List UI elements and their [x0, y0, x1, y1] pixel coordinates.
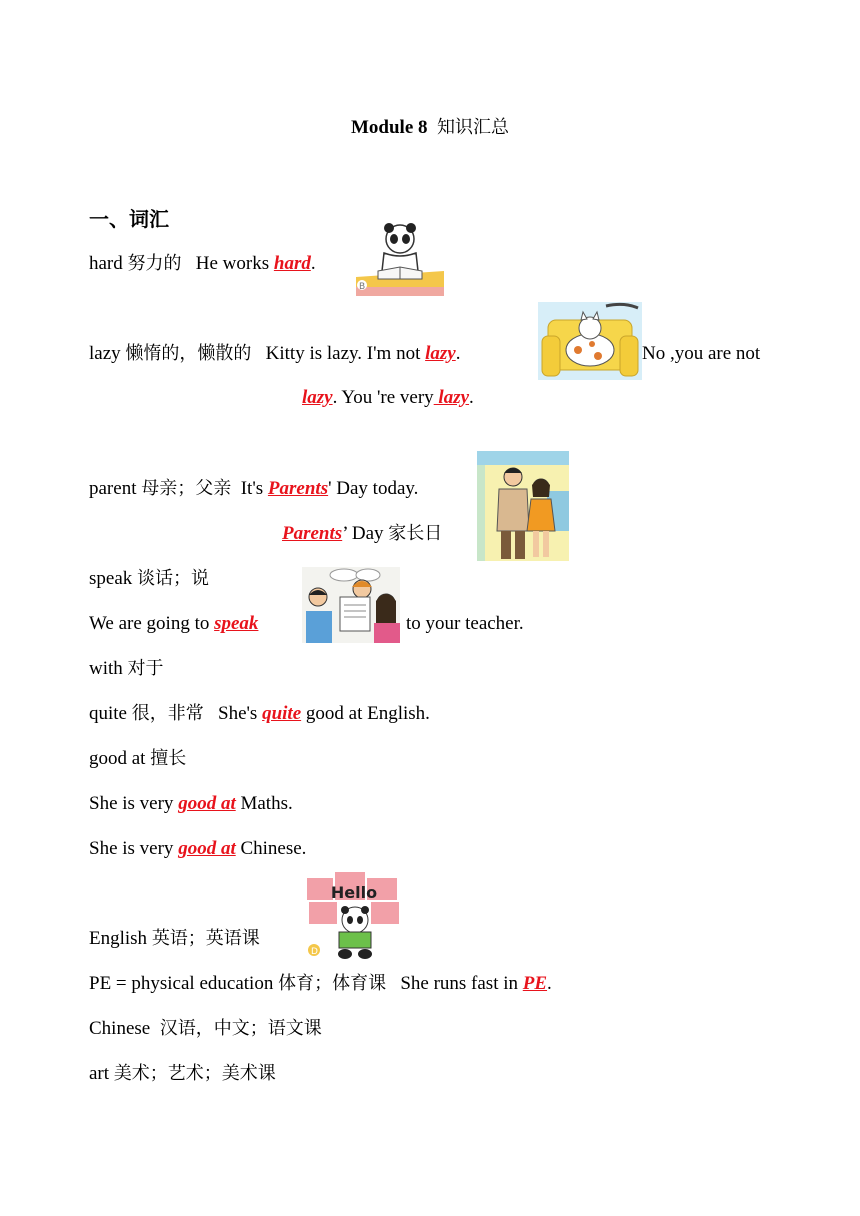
- speaking-teacher-image: [302, 567, 400, 643]
- lazy-reply-text: No ,you are not: [642, 343, 761, 364]
- vocab-art: art 美术；艺术；美术课: [89, 1063, 276, 1084]
- svg-text:Hello: Hello: [330, 883, 378, 902]
- page-title: Module 8 知识汇总: [350, 117, 510, 138]
- vocab-parent: parent 母亲；父亲 It's Parents' Day today.: [89, 478, 419, 499]
- good-at-chinese-example: She is very good at Chinese.: [89, 838, 307, 859]
- good-at-maths-example: She is very good at Maths.: [89, 793, 293, 814]
- svg-text:D: D: [311, 947, 318, 957]
- vocab-pe: PE = physical education 体育；体育课 She runs fast in PE.: [89, 973, 552, 994]
- speak-example-tail: to your teacher.: [406, 613, 524, 634]
- speak-example: We are going to speak: [89, 613, 259, 634]
- vocab-quite: quite 很，非常 She's quite good at English.: [89, 703, 430, 724]
- vocab-good-at: good at 擅长: [89, 748, 187, 769]
- parents-image: [477, 451, 569, 561]
- vocab-speak: speak 谈话；说: [89, 568, 210, 589]
- vocab-with: with 对于: [89, 658, 164, 679]
- lazy-cat-image: [538, 302, 642, 380]
- panda-hello-image: [305, 868, 403, 962]
- vocab-lazy: lazy 懒惰的，懒散的 Kitty is lazy. I'm not lazy.: [89, 343, 461, 364]
- panda-reading-image: [354, 219, 446, 296]
- svg-text:B: B: [359, 282, 366, 292]
- vocab-chinese: Chinese 汉语，中文；语文课: [89, 1018, 322, 1039]
- section-heading: 一、词汇: [89, 207, 169, 231]
- lazy-reply-line: lazy. You 're very lazy.: [302, 387, 474, 408]
- vocab-hard: hard 努力的 He works hard.: [89, 253, 316, 274]
- vocab-english: English 英语；英语课: [89, 928, 260, 949]
- parents-day-line: Parents’ Day 家长日: [282, 523, 443, 544]
